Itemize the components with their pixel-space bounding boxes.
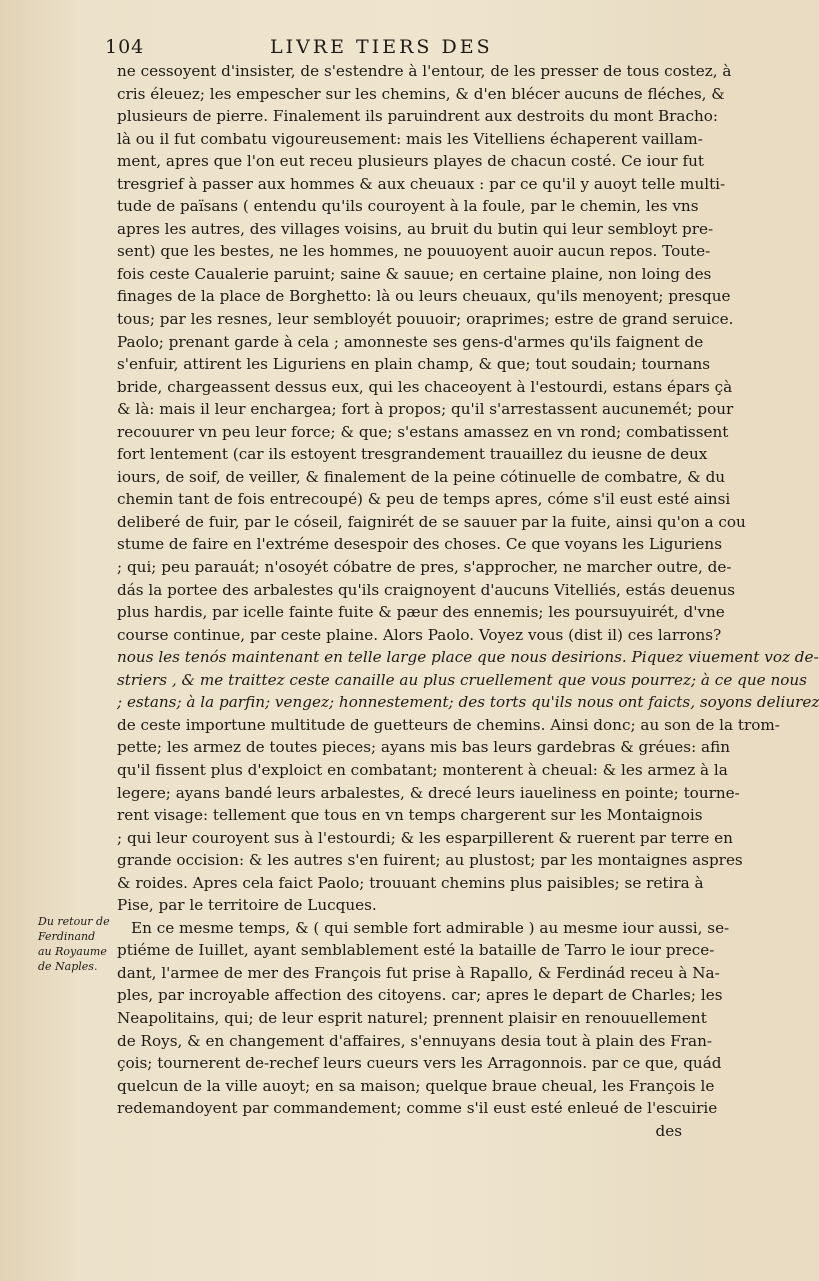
marginal-note-line: au Royaume (38, 945, 107, 958)
marginal-note-line: de Naples. (38, 960, 98, 973)
text-line: & là: mais il leur enchargea; fort à propos; qu'il s'arrestassent aucunemét; pour (117, 400, 734, 419)
text-line: finages de la place de Borghetto: là ou leurs cheuaux, qu'ils menoyent; presque (117, 287, 731, 306)
text-line: stume de faire en l'extréme desespoir des choses. Ce que voyans les Liguriens (117, 535, 722, 554)
text-line: & roides. Apres cela faict Paolo; trouuant chemins plus paisibles; se retira à (117, 873, 704, 892)
text-line: tresgrief à passer aux hommes & aux cheuaux : par ce qu'il y auoyt telle multi- (117, 174, 726, 193)
text-line: là ou il fut combatu vigoureusement: mais les Vitelliens échaperent vaillam- (117, 129, 703, 148)
text-line: tude de païsans ( entendu qu'ils couroyent à la foule, par le chemin, les vns (117, 197, 699, 216)
text-line: chemin tant de fois entrecoupé) & peu de temps apres, cóme s'il eust esté ainsi (117, 490, 731, 509)
text-line: tous; par les resnes, leur sembloyét pouuoir; oraprimes; estre de grand seruice. (117, 310, 734, 329)
text-line: En ce mesme temps, & ( qui semble fort admirable ) au mesme iour aussi, se- (131, 918, 730, 937)
text-line: Paolo; prenant garde à cela ; amonneste ses gens-d'armes qu'ils faignent de (117, 332, 704, 351)
text-line: bride, chargeassent dessus eux, qui les chaceoyent à l'estourdi, estans épars çà (117, 377, 733, 396)
text-line: Pise, par le territoire de Lucques. (117, 896, 377, 915)
text-line: sent) que les bestes, ne les hommes, ne pouuoyent auoir aucun repos. Toute- (117, 242, 711, 261)
text-line: Neapolitains, qui; de leur esprit naturel; prennent plaisir en renouuellement (117, 1008, 707, 1027)
text-line: de ceste importune multitude de guetteurs de chemins. Ainsi donc; au son de la trom- (117, 715, 780, 734)
text-line: pette; les armez de toutes pieces; ayans mis bas leurs gardebras & gréues: afin (117, 738, 731, 757)
text-line: course continue, par ceste plaine. Alors Paolo. Voyez vous (dist il) ces larrons? (117, 625, 722, 644)
text-line: rent visage: tellement que tous en vn temps chargerent sur les Montaignois (117, 806, 703, 825)
text-line: s'enfuir, attirent les Liguriens en plain champ, & que; tout soudain; tournans (117, 355, 711, 374)
text-line: des (655, 1121, 682, 1140)
text-line: nous les tenós maintenant en telle large place que nous desirions. Piquez viuement voz de- (117, 648, 819, 667)
text-line: ples, par incroyable affection des citoyens. car; apres le depart de Charles; les (117, 986, 723, 1005)
text-line: ; qui; peu parauát; n'osoyét cóbatre de pres, s'approcher, ne marcher outre, de- (117, 558, 732, 577)
page-header (105, 36, 660, 60)
text-line: grande occision: & les autres s'en fuirent; au plustost; par les montaignes aspres (117, 851, 743, 870)
text-line: legere; ayans bandé leurs arbalestes, & drecé leurs iaueliness en pointe; tourne- (117, 783, 740, 802)
marginal-note-line: Du retour de (38, 915, 110, 928)
text-line: deliberé de fuir, par le cóseil, faignirét de se sauuer par la fuite, ainsi qu'on a cou (117, 512, 746, 531)
text-line: ; estans; à la parfin; vengez; honnestement; des torts qu'ils nous ont faicts, soyons deliurez (117, 693, 819, 712)
body-text (117, 60, 819, 1142)
text-line: plus hardis, par icelle fainte fuite & pæur des ennemis; les poursuyuirét, d'vne (117, 603, 725, 622)
text-line: iours, de soif, de veiller, & finalement de la peine cótinuelle de combatre, & du (117, 467, 726, 486)
page-number: 104 (105, 36, 145, 58)
text-line: cris éleuez; les empescher sur les chemins, & d'en blécer aucuns de fléches, & (117, 84, 725, 103)
marginal-note (38, 914, 108, 974)
text-line: qu'il fissent plus d'exploict en combatant; monterent à cheual: & les armez à la (117, 760, 728, 779)
text-line: fois ceste Caualerie paruint; saine & sauue; en certaine plaine, non loing des (117, 264, 712, 283)
text-line: striers , & me traittez ceste canaille au plus cruellement que vous pourrez; à ce que nous (117, 670, 807, 689)
text-line: plusieurs de pierre. Finalement ils paruindrent aux destroits du mont Bracho: (117, 107, 719, 126)
text-line: recouurer vn peu leur force; & que; s'estans amassez en vn rond; combatissent (117, 422, 729, 441)
text-line: çois; tournerent de-rechef leurs cueurs vers les Arragonnois. par ce que, quád (117, 1054, 722, 1073)
text-line: ptiéme de Iuillet, ayant semblablement esté la bataille de Tarro le iour prece- (117, 941, 715, 960)
text-line: de Roys, & en changement d'affaires, s'ennuyans desia tout à plain des Fran- (117, 1031, 712, 1050)
text-line: fort lentement (car ils estoyent tresgrandement trauaillez du ieusne de deux (117, 445, 708, 464)
text-line: redemandoyent par commandement; comme s'il eust esté enleué de l'escuirie (117, 1099, 718, 1118)
text-line: dant, l'armee de mer des François fut prise à Rapallo, & Ferdinád receu à Na- (117, 963, 720, 982)
text-line: ne cessoyent d'insister, de s'estendre à l'entour, de les presser de tous costez, à (117, 62, 732, 80)
running-head: LIVRE TIERS DES (270, 36, 493, 58)
marginal-note-line: Ferdinand (38, 930, 96, 943)
text-line: quelcun de la ville auoyt; en sa maison; quelque braue cheual, les François le (117, 1076, 715, 1095)
text-line: apres les autres, des villages voisins, au bruit du butin qui leur sembloyt pre- (117, 219, 714, 238)
text-line: ; qui leur couroyent sus à l'estourdi; & les esparpillerent & ruerent par terre en (117, 828, 733, 847)
text-line: ment, apres que l'on eut receu plusieurs playes de chacun costé. Ce iour fut (117, 152, 704, 171)
text-line: dás la portee des arbalestes qu'ils craignoyent d'aucuns Vitelliés, estás deuenus (117, 580, 736, 599)
